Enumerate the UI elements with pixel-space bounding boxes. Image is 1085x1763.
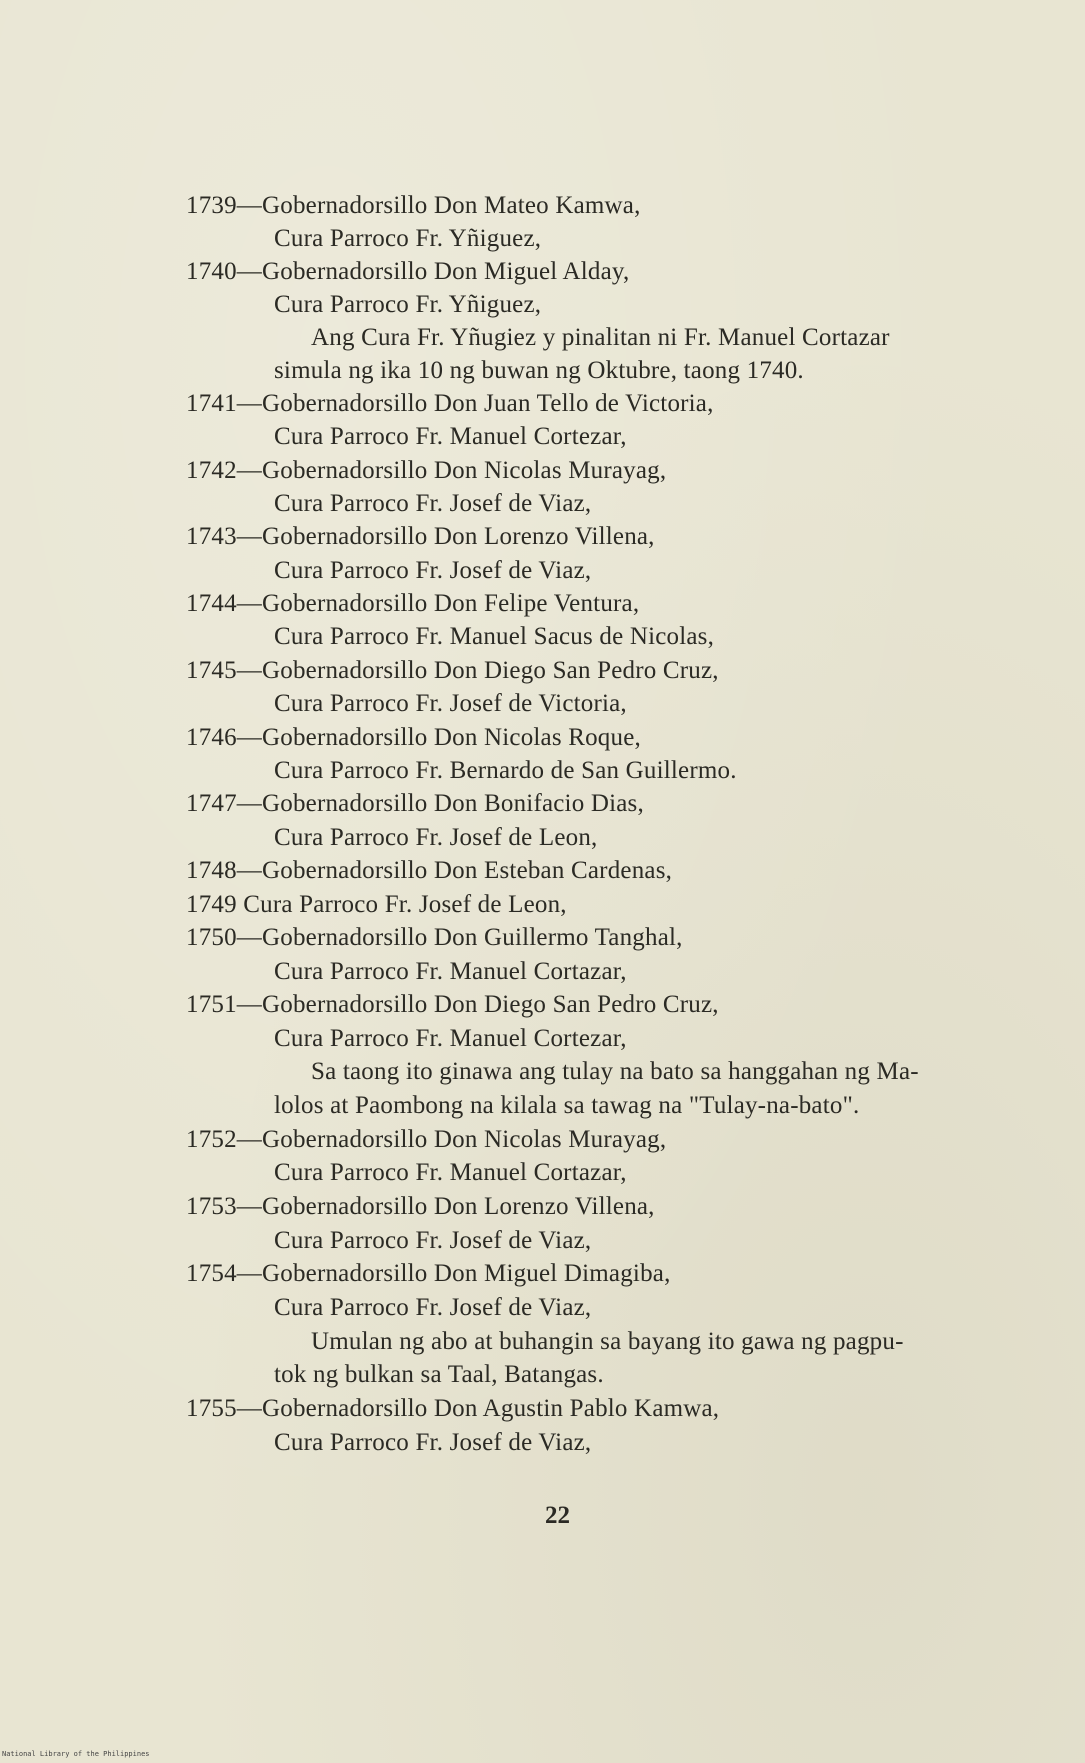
text-line: Ang Cura Fr. Yñugiez y pinalitan ni Fr. Manuel Cortazar [311, 324, 890, 351]
text-line: 1744—Gobernadorsillo Don Felipe Ventura, [186, 590, 640, 617]
text-line: Cura Parroco Fr. Manuel Sacus de Nicolas, [274, 623, 715, 650]
text-line: 1740—Gobernadorsillo Don Miguel Alday, [186, 258, 630, 285]
text-line: 1754—Gobernadorsillo Don Miguel Dimagiba, [186, 1260, 671, 1287]
text-line: Cura Parroco Fr. Manuel Cortazar, [274, 1159, 627, 1186]
text-line: 1749 Cura Parroco Fr. Josef de Leon, [186, 891, 567, 918]
text-line: Cura Parroco Fr. Josef de Viaz, [274, 557, 592, 584]
text-line: 1752—Gobernadorsillo Don Nicolas Murayag, [186, 1126, 667, 1153]
text-line: lolos at Paombong na kilala sa tawag na "Tulay-na-bato". [274, 1092, 860, 1119]
page-number: 22 [545, 1502, 570, 1529]
text-line: Cura Parroco Fr. Josef de Viaz, [274, 1227, 592, 1254]
text-line: 1746—Gobernadorsillo Don Nicolas Roque, [186, 724, 641, 751]
text-line: 1755—Gobernadorsillo Don Agustin Pablo Kamwa, [186, 1395, 720, 1422]
text-line: 1743—Gobernadorsillo Don Lorenzo Villena, [186, 523, 655, 550]
text-line: 1750—Gobernadorsillo Don Guillermo Tanghal, [186, 924, 683, 951]
text-line: simula ng ika 10 ng buwan ng Oktubre, taong 1740. [274, 357, 804, 384]
text-line: Sa taong ito ginawa ang tulay na bato sa hanggahan ng Ma- [311, 1058, 919, 1085]
text-line: 1742—Gobernadorsillo Don Nicolas Murayag, [186, 457, 667, 484]
text-line: Cura Parroco Fr. Josef de Viaz, [274, 490, 592, 517]
text-line: Cura Parroco Fr. Yñiguez, [274, 291, 542, 318]
text-line: Cura Parroco Fr. Manuel Cortezar, [274, 1025, 627, 1052]
text-line: 1739—Gobernadorsillo Don Mateo Kamwa, [186, 192, 641, 219]
text-line: Cura Parroco Fr. Josef de Leon, [274, 824, 598, 851]
text-line: Cura Parroco Fr. Manuel Cortazar, [274, 958, 627, 985]
text-line: Cura Parroco Fr. Yñiguez, [274, 225, 542, 252]
text-line: Umulan ng abo at buhangin sa bayang ito gawa ng pagpu- [311, 1328, 904, 1355]
text-line: Cura Parroco Fr. Josef de Victoria, [274, 690, 627, 717]
text-line: 1745—Gobernadorsillo Don Diego San Pedro Cruz, [186, 657, 719, 684]
text-line: 1747—Gobernadorsillo Don Bonifacio Dias, [186, 790, 644, 817]
text-line: 1751—Gobernadorsillo Don Diego San Pedro Cruz, [186, 991, 719, 1018]
text-line: Cura Parroco Fr. Josef de Viaz, [274, 1294, 592, 1321]
text-line: Cura Parroco Fr. Manuel Cortezar, [274, 423, 627, 450]
text-line: 1748—Gobernadorsillo Don Esteban Cardenas, [186, 857, 673, 884]
footer-credit: National Library of the Philippines [2, 1750, 150, 1758]
text-line: Cura Parroco Fr. Bernardo de San Guillermo. [274, 757, 737, 784]
text-line: Cura Parroco Fr. Josef de Viaz, [274, 1429, 592, 1456]
text-line: 1753—Gobernadorsillo Don Lorenzo Villena, [186, 1193, 655, 1220]
text-line: 1741—Gobernadorsillo Don Juan Tello de Victoria, [186, 390, 714, 417]
text-line: tok ng bulkan sa Taal, Batangas. [274, 1361, 604, 1388]
